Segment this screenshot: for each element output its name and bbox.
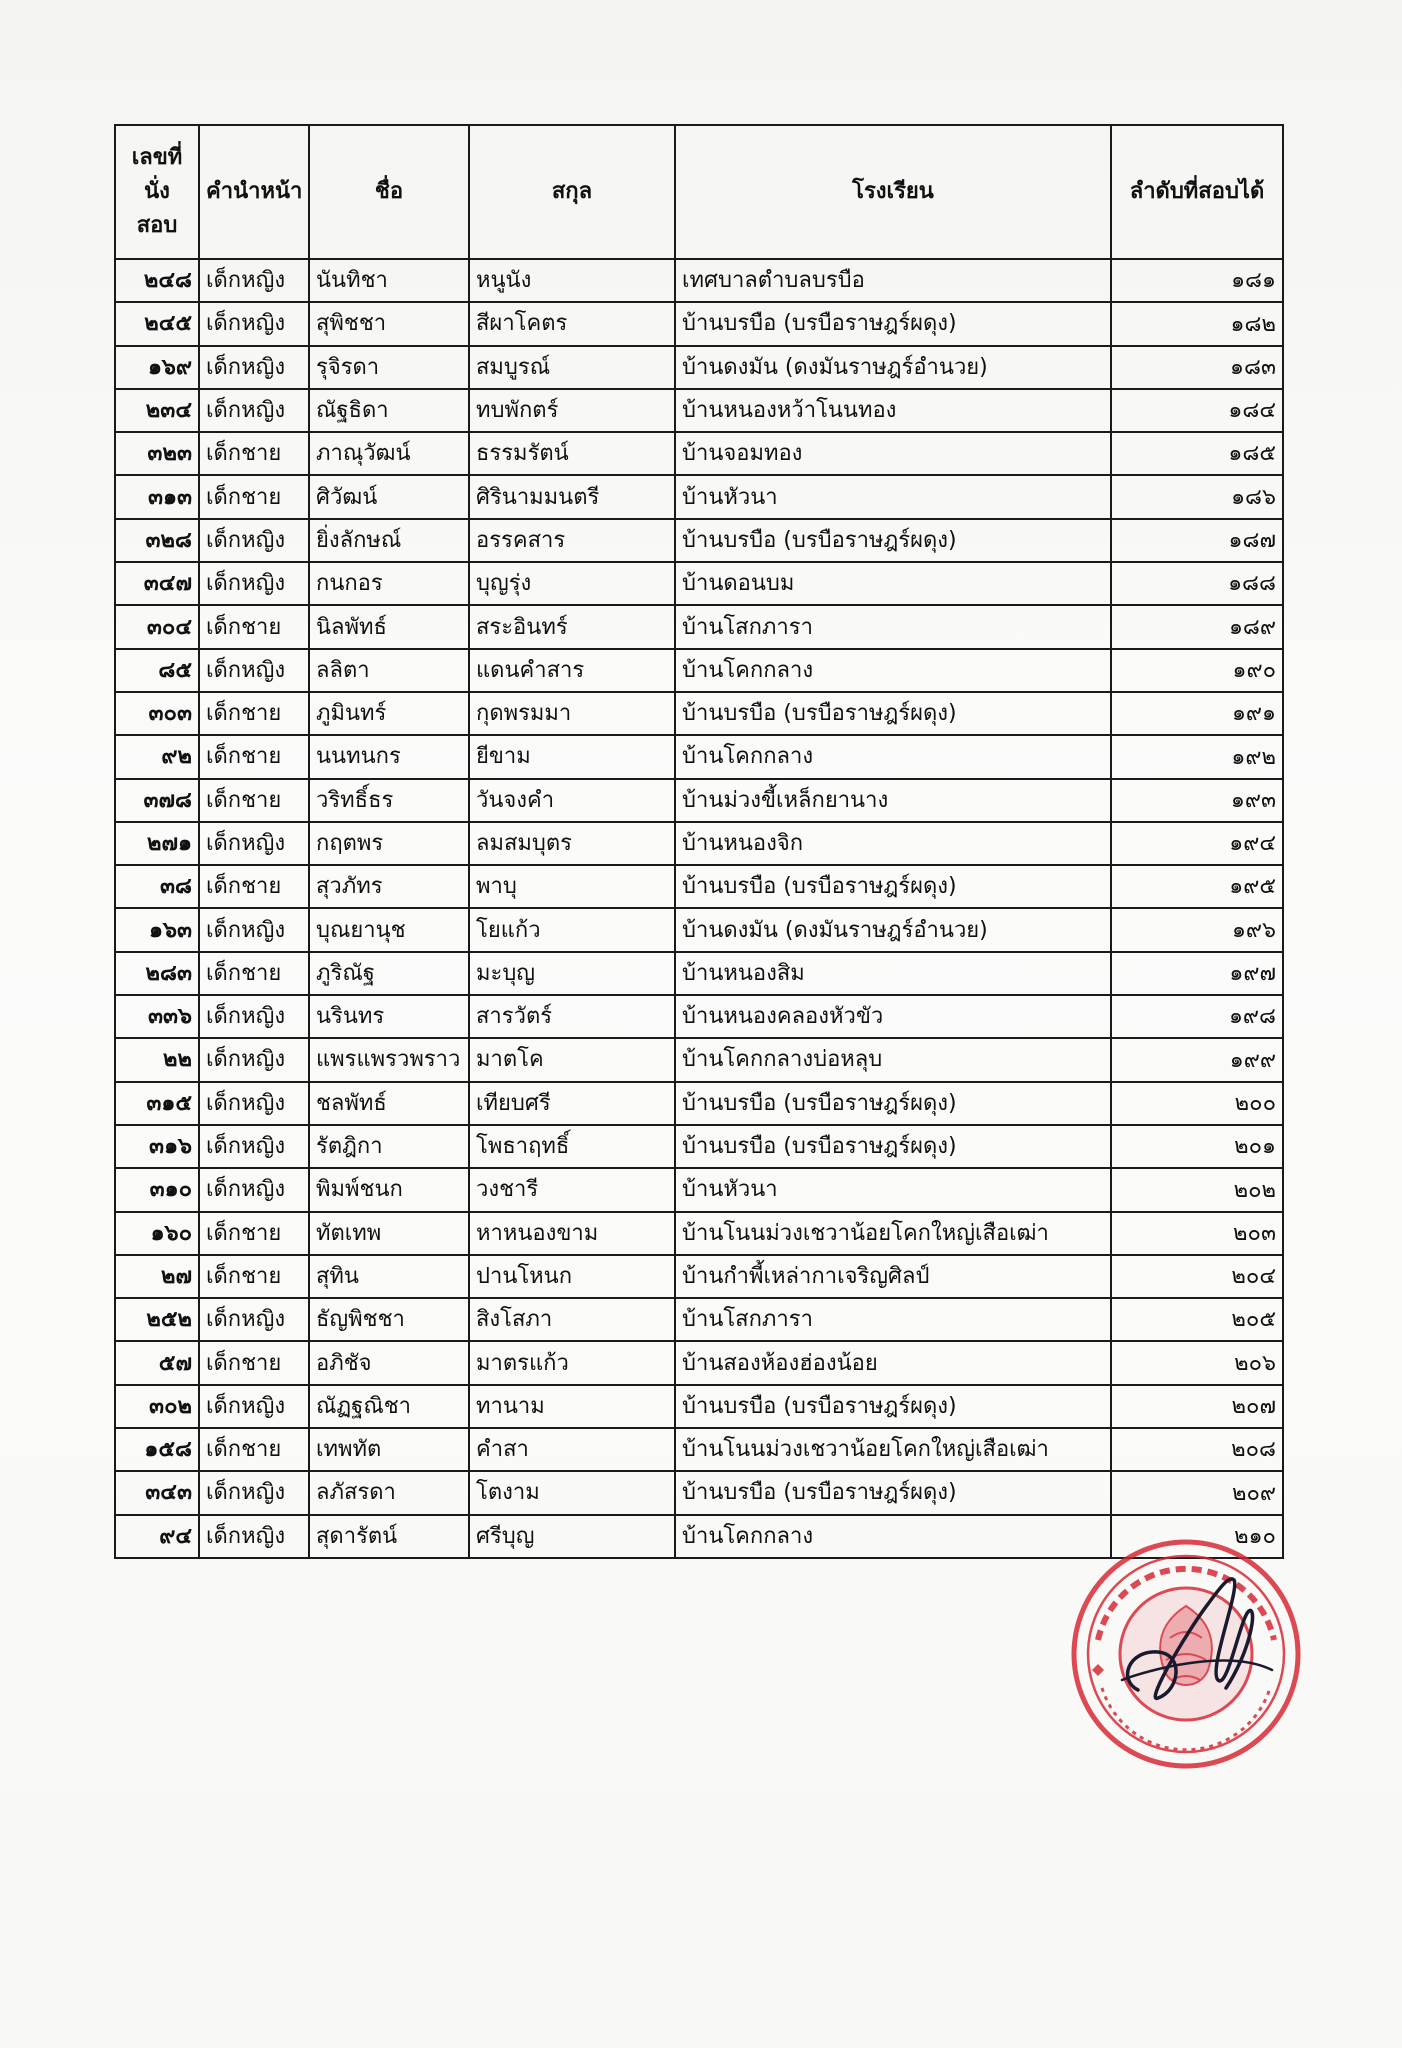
last-name-cell: ศิรินามมนตรี bbox=[469, 475, 675, 518]
prefix-cell: เด็กหญิง bbox=[199, 346, 309, 389]
seal-stamp bbox=[1074, 1542, 1298, 1766]
rank-cell: ๑๙๔ bbox=[1111, 822, 1283, 865]
header-seat-line-1: เลขที่ bbox=[131, 145, 183, 170]
table-row bbox=[115, 605, 1283, 648]
prefix-cell: เด็กหญิง bbox=[199, 649, 309, 692]
header-rank: ลำดับที่สอบได้ bbox=[1111, 125, 1283, 259]
seat-number-cell: ๑๖๐ bbox=[115, 1212, 199, 1255]
seat-number-cell: ๙๒ bbox=[115, 735, 199, 778]
header-school: โรงเรียน bbox=[675, 125, 1111, 259]
header-row bbox=[115, 125, 1283, 259]
header-prefix: คำนำหน้า bbox=[199, 125, 309, 259]
school-cell: บ้านโคกกลาง bbox=[675, 649, 1111, 692]
last-name-cell: โพธาฤทธิ์ bbox=[469, 1125, 675, 1168]
prefix-cell: เด็กชาย bbox=[199, 605, 309, 648]
first-name-cell: ทัตเทพ bbox=[309, 1212, 469, 1255]
first-name-cell: ยิ่งลักษณ์ bbox=[309, 519, 469, 562]
rank-cell: ๒๐๘ bbox=[1111, 1428, 1283, 1471]
prefix-cell: เด็กหญิง bbox=[199, 1168, 309, 1211]
prefix-cell: เด็กหญิง bbox=[199, 519, 309, 562]
prefix-cell: เด็กหญิง bbox=[199, 995, 309, 1038]
header-first-name: ชื่อ bbox=[309, 125, 469, 259]
seat-number-cell: ๒๕๒ bbox=[115, 1298, 199, 1341]
last-name-cell: หนูนัง bbox=[469, 259, 675, 302]
school-cell: บ้านหัวนา bbox=[675, 1168, 1111, 1211]
prefix-cell: เด็กชาย bbox=[199, 952, 309, 995]
first-name-cell: สุพิชชา bbox=[309, 302, 469, 345]
seat-number-cell: ๓๑๖ bbox=[115, 1125, 199, 1168]
rank-cell: ๑๙๑ bbox=[1111, 692, 1283, 735]
first-name-cell: ภาณุวัฒน์ bbox=[309, 432, 469, 475]
school-cell: บ้านม่วงขี้เหล็กยานาง bbox=[675, 779, 1111, 822]
prefix-cell: เด็กหญิง bbox=[199, 1082, 309, 1125]
last-name-cell: กุดพรมมา bbox=[469, 692, 675, 735]
first-name-cell: ภูมินทร์ bbox=[309, 692, 469, 735]
rank-cell: ๒๐๑ bbox=[1111, 1125, 1283, 1168]
first-name-cell: แพรแพรวพราว bbox=[309, 1038, 469, 1081]
first-name-cell: อภิชัจ bbox=[309, 1341, 469, 1384]
school-cell: บ้านสองห้องฮ่องน้อย bbox=[675, 1341, 1111, 1384]
first-name-cell: บุณยานุช bbox=[309, 908, 469, 951]
rank-cell: ๒๐๙ bbox=[1111, 1471, 1283, 1514]
prefix-cell: เด็กชาย bbox=[199, 432, 309, 475]
rank-cell: ๑๘๗ bbox=[1111, 519, 1283, 562]
prefix-cell: เด็กหญิง bbox=[199, 562, 309, 605]
seat-number-cell: ๒๗ bbox=[115, 1255, 199, 1298]
school-cell: บ้านจอมทอง bbox=[675, 432, 1111, 475]
prefix-cell: เด็กหญิง bbox=[199, 1125, 309, 1168]
last-name-cell: แดนคำสาร bbox=[469, 649, 675, 692]
last-name-cell: วันจงคำ bbox=[469, 779, 675, 822]
table-row bbox=[115, 692, 1283, 735]
prefix-cell: เด็กหญิง bbox=[199, 1471, 309, 1514]
table-row bbox=[115, 389, 1283, 432]
prefix-cell: เด็กหญิง bbox=[199, 1298, 309, 1341]
first-name-cell: พิมพ์ชนก bbox=[309, 1168, 469, 1211]
table-row bbox=[115, 649, 1283, 692]
table-row bbox=[115, 735, 1283, 778]
first-name-cell: นนทนกร bbox=[309, 735, 469, 778]
last-name-cell: ทบพักตร์ bbox=[469, 389, 675, 432]
first-name-cell: สุดารัตน์ bbox=[309, 1515, 469, 1558]
rank-cell: ๒๐๓ bbox=[1111, 1212, 1283, 1255]
seat-number-cell: ๓๘ bbox=[115, 865, 199, 908]
prefix-cell: เด็กชาย bbox=[199, 1212, 309, 1255]
last-name-cell: วงชารี bbox=[469, 1168, 675, 1211]
school-cell: บ้านโนนม่วงเชวาน้อยโคกใหญ่เสือเฒ่า bbox=[675, 1212, 1111, 1255]
first-name-cell: นรินทร bbox=[309, 995, 469, 1038]
table-row bbox=[115, 475, 1283, 518]
table-row bbox=[115, 952, 1283, 995]
first-name-cell: กนกอร bbox=[309, 562, 469, 605]
rank-cell: ๑๙๓ bbox=[1111, 779, 1283, 822]
first-name-cell: ธัญพิชชา bbox=[309, 1298, 469, 1341]
rank-cell: ๑๘๓ bbox=[1111, 346, 1283, 389]
first-name-cell: ศิวัฒน์ bbox=[309, 475, 469, 518]
prefix-cell: เด็กชาย bbox=[199, 475, 309, 518]
seat-number-cell: ๓๐๓ bbox=[115, 692, 199, 735]
school-seal-with-signature bbox=[1058, 1520, 1314, 1776]
prefix-cell: เด็กชาย bbox=[199, 735, 309, 778]
last-name-cell: คำสา bbox=[469, 1428, 675, 1471]
rank-cell: ๒๐๖ bbox=[1111, 1341, 1283, 1384]
first-name-cell: รัตฎิกา bbox=[309, 1125, 469, 1168]
school-cell: บ้านโคกกลาง bbox=[675, 735, 1111, 778]
prefix-cell: เด็กชาย bbox=[199, 865, 309, 908]
table-row bbox=[115, 865, 1283, 908]
seat-number-cell: ๓๔๓ bbox=[115, 1471, 199, 1514]
seat-number-cell: ๒๒ bbox=[115, 1038, 199, 1081]
rank-cell: ๒๐๔ bbox=[1111, 1255, 1283, 1298]
last-name-cell: บุญรุ่ง bbox=[469, 562, 675, 605]
table-row bbox=[115, 1255, 1283, 1298]
rank-cell: ๑๘๑ bbox=[1111, 259, 1283, 302]
school-cell: บ้านโนนม่วงเชวาน้อยโคกใหญ่เสือเฒ่า bbox=[675, 1428, 1111, 1471]
table-row bbox=[115, 259, 1283, 302]
school-cell: บ้านบรบือ (บรบือราษฎร์ผดุง) bbox=[675, 1471, 1111, 1514]
first-name-cell: นิลพัทธ์ bbox=[309, 605, 469, 648]
school-cell: บ้านหนองสิม bbox=[675, 952, 1111, 995]
table-row bbox=[115, 1038, 1283, 1081]
first-name-cell: นันทิชา bbox=[309, 259, 469, 302]
seat-number-cell: ๒๗๑ bbox=[115, 822, 199, 865]
first-name-cell: กฤตพร bbox=[309, 822, 469, 865]
seat-number-cell: ๑๕๘ bbox=[115, 1428, 199, 1471]
table-row bbox=[115, 1168, 1283, 1211]
last-name-cell: อรรคสาร bbox=[469, 519, 675, 562]
school-cell: บ้านหนองคลองหัวขัว bbox=[675, 995, 1111, 1038]
seat-number-cell: ๑๖๙ bbox=[115, 346, 199, 389]
school-cell: บ้านบรบือ (บรบือราษฎร์ผดุง) bbox=[675, 692, 1111, 735]
table-row bbox=[115, 562, 1283, 605]
table-row bbox=[115, 1082, 1283, 1125]
prefix-cell: เด็กหญิง bbox=[199, 302, 309, 345]
header-last-name: สกุล bbox=[469, 125, 675, 259]
last-name-cell: มาตรแก้ว bbox=[469, 1341, 675, 1384]
seat-number-cell: ๘๕ bbox=[115, 649, 199, 692]
first-name-cell: วริทธิ์ธร bbox=[309, 779, 469, 822]
seat-number-cell: ๓๑๕ bbox=[115, 1082, 199, 1125]
header-seat-line-2: นั่ง bbox=[144, 179, 170, 204]
school-cell: บ้านบรบือ (บรบือราษฎร์ผดุง) bbox=[675, 1082, 1111, 1125]
first-name-cell: สุทิน bbox=[309, 1255, 469, 1298]
seat-number-cell: ๑๖๓ bbox=[115, 908, 199, 951]
first-name-cell: ลภัสรดา bbox=[309, 1471, 469, 1514]
rank-cell: ๑๙๖ bbox=[1111, 908, 1283, 951]
table-row bbox=[115, 995, 1283, 1038]
table-row bbox=[115, 346, 1283, 389]
school-cell: บ้านดงมัน (ดงมันราษฎร์อำนวย) bbox=[675, 346, 1111, 389]
school-cell: บ้านบรบือ (บรบือราษฎร์ผดุง) bbox=[675, 865, 1111, 908]
seat-number-cell: ๓๐๒ bbox=[115, 1385, 199, 1428]
last-name-cell: โตงาม bbox=[469, 1471, 675, 1514]
last-name-cell: สารวัตร์ bbox=[469, 995, 675, 1038]
last-name-cell: สระอินทร์ bbox=[469, 605, 675, 648]
last-name-cell: สมบูรณ์ bbox=[469, 346, 675, 389]
school-cell: เทศบาลตำบลบรบือ bbox=[675, 259, 1111, 302]
header-seat-line-3: สอบ bbox=[136, 213, 178, 238]
prefix-cell: เด็กหญิง bbox=[199, 822, 309, 865]
last-name-cell: ปานโหนก bbox=[469, 1255, 675, 1298]
table-row bbox=[115, 1212, 1283, 1255]
rank-cell: ๑๘๘ bbox=[1111, 562, 1283, 605]
last-name-cell: ลมสมบุตร bbox=[469, 822, 675, 865]
table-row bbox=[115, 1428, 1283, 1471]
last-name-cell: สีผาโคตร bbox=[469, 302, 675, 345]
rank-cell: ๒๑๐ bbox=[1111, 1515, 1283, 1558]
table-row bbox=[115, 1125, 1283, 1168]
last-name-cell: โยแก้ว bbox=[469, 908, 675, 951]
prefix-cell: เด็กหญิง bbox=[199, 908, 309, 951]
school-cell: บ้านหัวนา bbox=[675, 475, 1111, 518]
last-name-cell: ยีขาม bbox=[469, 735, 675, 778]
rank-cell: ๑๙๙ bbox=[1111, 1038, 1283, 1081]
school-cell: บ้านหนองจิก bbox=[675, 822, 1111, 865]
school-cell: บ้านโสกภารา bbox=[675, 1298, 1111, 1341]
table-row bbox=[115, 822, 1283, 865]
rank-cell: ๑๙๒ bbox=[1111, 735, 1283, 778]
table-row bbox=[115, 519, 1283, 562]
last-name-cell: เทียบศรี bbox=[469, 1082, 675, 1125]
rank-cell: ๒๐๐ bbox=[1111, 1082, 1283, 1125]
seat-number-cell: ๒๔๘ bbox=[115, 259, 199, 302]
table-row bbox=[115, 1385, 1283, 1428]
table-header bbox=[115, 125, 1283, 259]
last-name-cell: พาบุ bbox=[469, 865, 675, 908]
school-cell: บ้านดอนบม bbox=[675, 562, 1111, 605]
first-name-cell: ณัฏฐณิชา bbox=[309, 1385, 469, 1428]
rank-cell: ๑๘๖ bbox=[1111, 475, 1283, 518]
seat-number-cell: ๒๓๔ bbox=[115, 389, 199, 432]
seat-number-cell: ๕๗ bbox=[115, 1341, 199, 1384]
school-cell: บ้านโสกภารา bbox=[675, 605, 1111, 648]
school-cell: บ้านบรบือ (บรบือราษฎร์ผดุง) bbox=[675, 519, 1111, 562]
first-name-cell: ลลิตา bbox=[309, 649, 469, 692]
header-seat-number bbox=[115, 125, 199, 259]
first-name-cell: ณัฐธิดา bbox=[309, 389, 469, 432]
seat-number-cell: ๙๔ bbox=[115, 1515, 199, 1558]
seat-number-cell: ๓๒๓ bbox=[115, 432, 199, 475]
seat-number-cell: ๓๓๖ bbox=[115, 995, 199, 1038]
prefix-cell: เด็กชาย bbox=[199, 779, 309, 822]
last-name-cell: สิงโสภา bbox=[469, 1298, 675, 1341]
first-name-cell: รุจิรดา bbox=[309, 346, 469, 389]
seat-number-cell: ๓๑๐ bbox=[115, 1168, 199, 1211]
last-name-cell: มาตโค bbox=[469, 1038, 675, 1081]
exam-results-table bbox=[114, 124, 1284, 1559]
seat-number-cell: ๓๑๓ bbox=[115, 475, 199, 518]
last-name-cell: ศรีบุญ bbox=[469, 1515, 675, 1558]
prefix-cell: เด็กชาย bbox=[199, 1341, 309, 1384]
prefix-cell: เด็กหญิง bbox=[199, 1515, 309, 1558]
seat-number-cell: ๒๘๓ bbox=[115, 952, 199, 995]
rank-cell: ๑๙๕ bbox=[1111, 865, 1283, 908]
last-name-cell: หาหนองขาม bbox=[469, 1212, 675, 1255]
table-row bbox=[115, 908, 1283, 951]
prefix-cell: เด็กหญิง bbox=[199, 259, 309, 302]
rank-cell: ๑๘๔ bbox=[1111, 389, 1283, 432]
first-name-cell: ภูริณัฐ bbox=[309, 952, 469, 995]
table-row bbox=[115, 302, 1283, 345]
table-row bbox=[115, 432, 1283, 475]
first-name-cell: ชลพัทธ์ bbox=[309, 1082, 469, 1125]
prefix-cell: เด็กชาย bbox=[199, 1428, 309, 1471]
table-body bbox=[115, 259, 1283, 1558]
prefix-cell: เด็กหญิง bbox=[199, 1038, 309, 1081]
school-cell: บ้านบรบือ (บรบือราษฎร์ผดุง) bbox=[675, 1125, 1111, 1168]
last-name-cell: ธรรมรัตน์ bbox=[469, 432, 675, 475]
table-row bbox=[115, 779, 1283, 822]
prefix-cell: เด็กหญิง bbox=[199, 1385, 309, 1428]
school-cell: บ้านบรบือ (บรบือราษฎร์ผดุง) bbox=[675, 1385, 1111, 1428]
rank-cell: ๒๐๒ bbox=[1111, 1168, 1283, 1211]
prefix-cell: เด็กหญิง bbox=[199, 389, 309, 432]
rank-cell: ๑๘๒ bbox=[1111, 302, 1283, 345]
seat-number-cell: ๓๒๘ bbox=[115, 519, 199, 562]
table-row bbox=[115, 1471, 1283, 1514]
last-name-cell: ทานาม bbox=[469, 1385, 675, 1428]
prefix-cell: เด็กชาย bbox=[199, 692, 309, 735]
school-cell: บ้านหนองหว้าโนนทอง bbox=[675, 389, 1111, 432]
seat-number-cell: ๒๔๕ bbox=[115, 302, 199, 345]
seat-number-cell: ๓๐๔ bbox=[115, 605, 199, 648]
rank-cell: ๑๘๙ bbox=[1111, 605, 1283, 648]
school-cell: บ้านดงมัน (ดงมันราษฎร์อำนวย) bbox=[675, 908, 1111, 951]
table-row bbox=[115, 1341, 1283, 1384]
first-name-cell: เทพทัต bbox=[309, 1428, 469, 1471]
rank-cell: ๒๐๗ bbox=[1111, 1385, 1283, 1428]
prefix-cell: เด็กชาย bbox=[199, 1255, 309, 1298]
school-cell: บ้านบรบือ (บรบือราษฎร์ผดุง) bbox=[675, 302, 1111, 345]
rank-cell: ๑๙๗ bbox=[1111, 952, 1283, 995]
seat-number-cell: ๓๔๗ bbox=[115, 562, 199, 605]
last-name-cell: มะบุญ bbox=[469, 952, 675, 995]
first-name-cell: สุวภัทร bbox=[309, 865, 469, 908]
seat-number-cell: ๓๗๘ bbox=[115, 779, 199, 822]
school-cell: บ้านกำพี้เหล่ากาเจริญศิลป์ bbox=[675, 1255, 1111, 1298]
rank-cell: ๒๐๕ bbox=[1111, 1298, 1283, 1341]
rank-cell: ๑๘๕ bbox=[1111, 432, 1283, 475]
school-cell: บ้านโคกกลางบ่อหลุบ bbox=[675, 1038, 1111, 1081]
table-row bbox=[115, 1298, 1283, 1341]
school-cell: บ้านโคกกลาง bbox=[675, 1515, 1111, 1558]
rank-cell: ๑๙๘ bbox=[1111, 995, 1283, 1038]
rank-cell: ๑๙๐ bbox=[1111, 649, 1283, 692]
